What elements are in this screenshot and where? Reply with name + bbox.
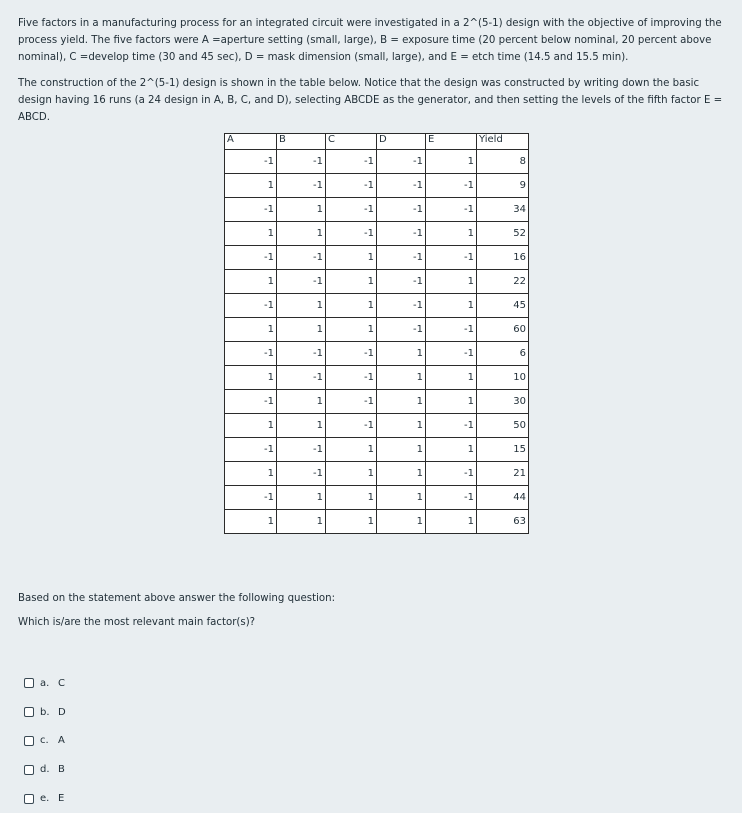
cell-c: 1: [326, 438, 377, 462]
cell-c: -1: [326, 150, 377, 174]
cell-yield: 21: [477, 462, 529, 486]
cell-c: 1: [326, 294, 377, 318]
table-row: [225, 438, 529, 462]
cell-d: 1: [377, 342, 426, 366]
cell-b: 1: [277, 294, 326, 318]
header-c: C: [326, 134, 377, 150]
cell-yield: 63: [477, 510, 529, 534]
cell-e: 1: [426, 150, 477, 174]
option-text: C: [58, 677, 65, 689]
cell-d: -1: [377, 174, 426, 198]
table-row: [225, 294, 529, 318]
cell-e: 1: [426, 270, 477, 294]
construction-paragraph: The construction of the 2^(5-1) design is shown in the table below. Notice that the design was constructed by writing down the basic design having 16 runs (a 24 design in A, B, C, and D), selecting ABCDE as the generator, and then setting the levels of the fifth factor E = ABCD.: [18, 78, 723, 123]
checkbox-b[interactable]: [24, 707, 34, 717]
cell-yield: 9: [477, 174, 529, 198]
cell-d: 1: [377, 366, 426, 390]
cell-c: -1: [326, 198, 377, 222]
option-letter: a.: [40, 677, 50, 689]
cell-c: 1: [326, 270, 377, 294]
cell-b: -1: [277, 150, 326, 174]
table-row: [225, 318, 529, 342]
cell-a: 1: [225, 366, 277, 390]
table-row: [225, 342, 529, 366]
cell-yield: 52: [477, 222, 529, 246]
cell-b: -1: [277, 270, 326, 294]
option-text: D: [58, 706, 66, 718]
cell-b: 1: [277, 318, 326, 342]
checkbox-c[interactable]: [24, 736, 34, 746]
table-row: [225, 390, 529, 414]
cell-d: -1: [377, 198, 426, 222]
cell-a: 1: [225, 270, 277, 294]
cell-e: -1: [426, 246, 477, 270]
cell-b: 1: [277, 486, 326, 510]
cell-d: 1: [377, 390, 426, 414]
cell-b: 1: [277, 198, 326, 222]
cell-yield: 15: [477, 438, 529, 462]
cell-e: -1: [426, 462, 477, 486]
cell-yield: 22: [477, 270, 529, 294]
cell-a: 1: [225, 414, 277, 438]
option-a[interactable]: [24, 669, 66, 698]
cell-d: 1: [377, 414, 426, 438]
table-row: [225, 270, 529, 294]
cell-b: -1: [277, 366, 326, 390]
cell-c: -1: [326, 366, 377, 390]
cell-b: -1: [277, 246, 326, 270]
cell-yield: 44: [477, 486, 529, 510]
cell-a: 1: [225, 510, 277, 534]
option-letter: d.: [40, 764, 50, 776]
cell-yield: 30: [477, 390, 529, 414]
cell-b: -1: [277, 462, 326, 486]
cell-c: 1: [326, 486, 377, 510]
cell-c: -1: [326, 222, 377, 246]
cell-b: -1: [277, 342, 326, 366]
table-row: [225, 486, 529, 510]
cell-yield: 8: [477, 150, 529, 174]
option-e[interactable]: [24, 784, 66, 813]
cell-d: 1: [377, 438, 426, 462]
cell-d: -1: [377, 246, 426, 270]
cell-e: 1: [426, 294, 477, 318]
cell-yield: 60: [477, 318, 529, 342]
cell-yield: 16: [477, 246, 529, 270]
cell-yield: 45: [477, 294, 529, 318]
option-b[interactable]: [24, 698, 66, 727]
cell-a: 1: [225, 318, 277, 342]
cell-e: -1: [426, 198, 477, 222]
cell-d: -1: [377, 318, 426, 342]
option-letter: e.: [40, 793, 50, 805]
cell-c: 1: [326, 510, 377, 534]
cell-yield: 34: [477, 198, 529, 222]
cell-d: -1: [377, 294, 426, 318]
intro-paragraph: Five factors in a manufacturing process for an integrated circuit were investigated in a 2^(5-1) design with the objective of improving the process yield. The five factors were A =aperture setting (small, large), B = exposure time (20 percent below nominal, 20 percent above nominal), C =develop time (30 and 45 sec), D = mask dimension (small, large), and E = etch time (14.5 and 15.5 min).: [18, 18, 722, 63]
cell-e: 1: [426, 222, 477, 246]
cell-b: 1: [277, 414, 326, 438]
option-d[interactable]: [24, 755, 66, 784]
cell-b: 1: [277, 510, 326, 534]
table-row: [225, 246, 529, 270]
cell-b: -1: [277, 438, 326, 462]
table-row: [225, 174, 529, 198]
cell-e: -1: [426, 174, 477, 198]
cell-e: -1: [426, 486, 477, 510]
cell-c: -1: [326, 342, 377, 366]
cell-d: -1: [377, 270, 426, 294]
option-text: E: [58, 793, 65, 805]
checkbox-a[interactable]: [24, 678, 34, 688]
cell-e: 1: [426, 390, 477, 414]
cell-a: 1: [225, 174, 277, 198]
cell-d: 1: [377, 486, 426, 510]
cell-a: 1: [225, 462, 277, 486]
table-row: [225, 150, 529, 174]
cell-d: -1: [377, 222, 426, 246]
option-text: B: [58, 764, 65, 776]
question-text: Which is/are the most relevant main factor(s)?: [18, 617, 256, 628]
cell-d: 1: [377, 510, 426, 534]
header-a: A: [225, 134, 277, 150]
cell-b: -1: [277, 174, 326, 198]
cell-a: -1: [225, 390, 277, 414]
option-c[interactable]: [24, 727, 66, 756]
cell-b: 1: [277, 222, 326, 246]
cell-a: -1: [225, 246, 277, 270]
cell-c: -1: [326, 390, 377, 414]
header-e: E: [426, 134, 477, 150]
cell-a: -1: [225, 486, 277, 510]
option-letter: b.: [40, 706, 50, 718]
cell-d: -1: [377, 150, 426, 174]
table-body: [225, 150, 529, 534]
cell-yield: 10: [477, 366, 529, 390]
question-stem: Based on the statement above answer the following question:: [18, 593, 336, 604]
table-header-row: [225, 134, 529, 150]
answer-options: [24, 669, 66, 813]
option-text: A: [58, 735, 65, 747]
cell-c: 1: [326, 246, 377, 270]
cell-e: -1: [426, 342, 477, 366]
option-letter: c.: [40, 735, 49, 747]
cell-e: 1: [426, 510, 477, 534]
cell-yield: 6: [477, 342, 529, 366]
cell-a: -1: [225, 342, 277, 366]
cell-b: 1: [277, 390, 326, 414]
cell-c: -1: [326, 414, 377, 438]
header-yield: Yield: [477, 134, 529, 150]
table-row: [225, 222, 529, 246]
cell-a: -1: [225, 198, 277, 222]
cell-e: 1: [426, 438, 477, 462]
table-row: [225, 198, 529, 222]
cell-c: 1: [326, 318, 377, 342]
table-row: [225, 462, 529, 486]
design-table: [224, 133, 529, 534]
cell-e: 1: [426, 366, 477, 390]
cell-a: -1: [225, 294, 277, 318]
table-row: [225, 414, 529, 438]
table-row: [225, 366, 529, 390]
cell-e: -1: [426, 318, 477, 342]
cell-c: 1: [326, 462, 377, 486]
header-b: B: [277, 134, 326, 150]
checkbox-e[interactable]: [24, 794, 34, 804]
header-d: D: [377, 134, 426, 150]
cell-a: -1: [225, 438, 277, 462]
cell-a: -1: [225, 150, 277, 174]
cell-d: 1: [377, 462, 426, 486]
cell-a: 1: [225, 222, 277, 246]
table-row: [225, 510, 529, 534]
cell-c: -1: [326, 174, 377, 198]
cell-yield: 50: [477, 414, 529, 438]
cell-e: -1: [426, 414, 477, 438]
checkbox-d[interactable]: [24, 765, 34, 775]
